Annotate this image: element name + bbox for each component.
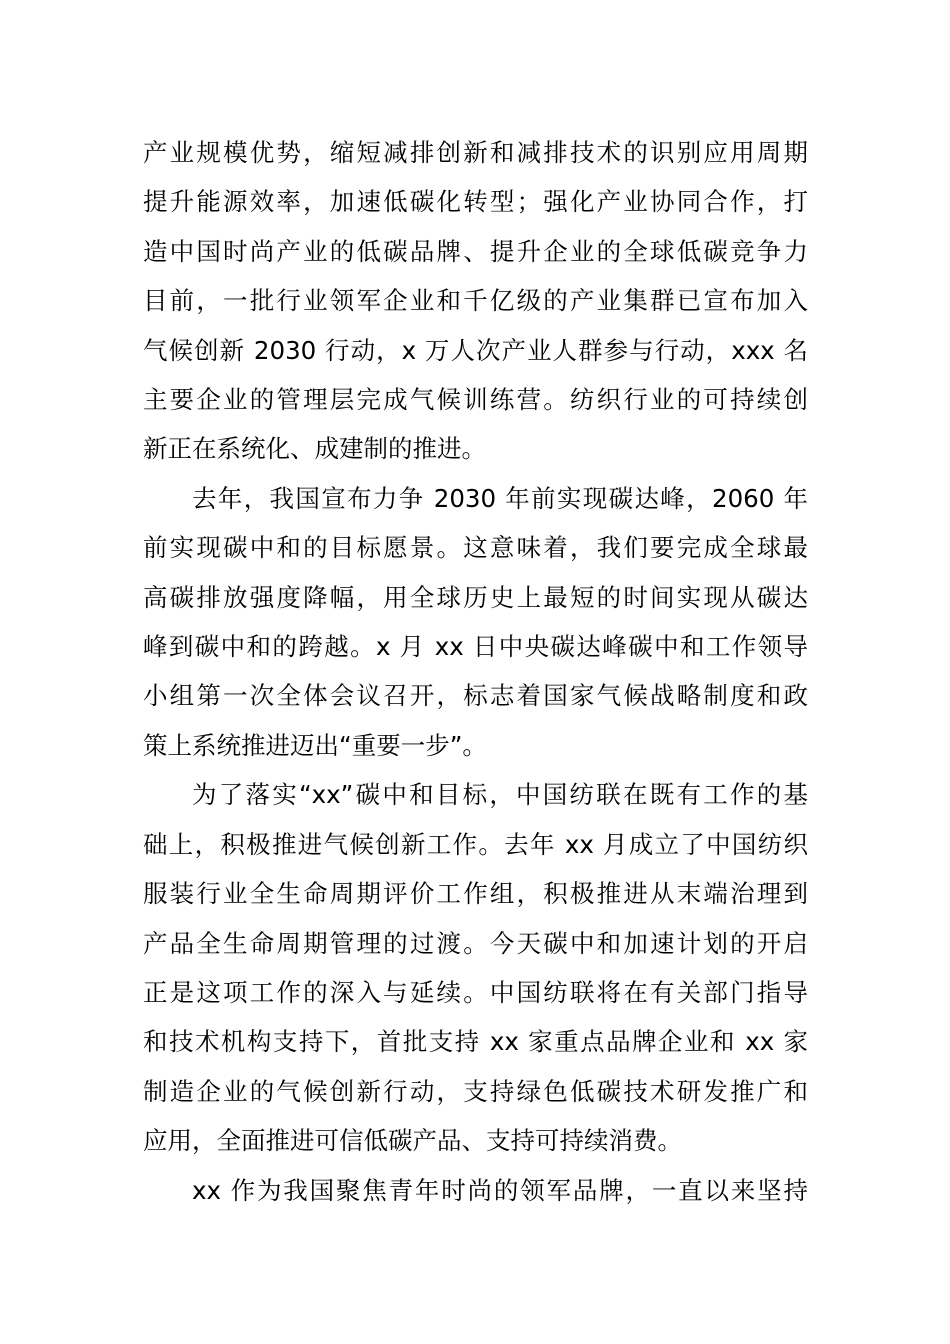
text-line: 和技术机构支持下，首批支持 xx 家重点品牌企业和 xx 家 bbox=[143, 1027, 808, 1057]
text-line: 制造企业的气候创新行动，支持绿色低碳技术研发推广和 bbox=[143, 1076, 808, 1106]
text-line: 产业规模优势，缩短减排创新和减排技术的识别应用周期 bbox=[143, 138, 808, 167]
text-line: 峰到碳中和的跨越。x 月 xx 日中央碳达峰碳中和工作领导 bbox=[143, 632, 808, 662]
text-line: 策上系统推进迈出“重要一步”。 bbox=[143, 730, 487, 760]
text-line: 为了落实“xx”碳中和目标，中国纺联在既有工作的基 bbox=[192, 780, 808, 810]
text-line: 主要企业的管理层完成气候训练营。纺织行业的可持续创 bbox=[143, 385, 808, 415]
paragraph-2 bbox=[143, 474, 808, 770]
text-line: 服装行业全生命周期评价工作组，积极推进从末端治理到 bbox=[143, 879, 808, 909]
text-line: 造中国时尚产业的低碳品牌、提升企业的全球低碳竞争力 bbox=[143, 236, 808, 266]
paragraph-1 bbox=[143, 128, 808, 474]
text-line: 气候创新 2030 行动，x 万人次产业人群参与行动，xxx 名 bbox=[143, 335, 808, 365]
document-body bbox=[143, 128, 808, 1215]
text-line: 小组第一次全体会议召开，标志着国家气候战略制度和政 bbox=[143, 681, 808, 711]
text-line: 高碳排放强度降幅，用全球历史上最短的时间实现从碳达 bbox=[143, 582, 808, 612]
text-line: 应用，全面推进可信低碳产品、支持可持续消费。 bbox=[143, 1126, 682, 1156]
text-line: 新正在系统化、成建制的推进。 bbox=[143, 434, 486, 464]
text-line: 前实现碳中和的目标愿景。这意味着，我们要完成全球最 bbox=[143, 533, 808, 563]
paragraph-4 bbox=[143, 1166, 808, 1215]
paragraph-3 bbox=[143, 770, 808, 1165]
text-line: 提升能源效率，加速低碳化转型；强化产业协同合作，打 bbox=[143, 187, 808, 217]
text-line: 产品全生命周期管理的过渡。今天碳中和加速计划的开启 bbox=[143, 928, 808, 958]
text-line: 础上，积极推进气候创新工作。去年 xx 月成立了中国纺织 bbox=[143, 829, 808, 859]
text-line: 去年，我国宣布力争 2030 年前实现碳达峰，2060 年 bbox=[192, 483, 808, 513]
text-line: 目前，一批行业领军企业和千亿级的产业集群已宣布加入 bbox=[143, 286, 808, 316]
text-line: xx 作为我国聚焦青年时尚的领军品牌，一直以来坚持 bbox=[192, 1175, 808, 1205]
text-line: 正是这项工作的深入与延续。中国纺联将在有关部门指导 bbox=[143, 977, 808, 1007]
